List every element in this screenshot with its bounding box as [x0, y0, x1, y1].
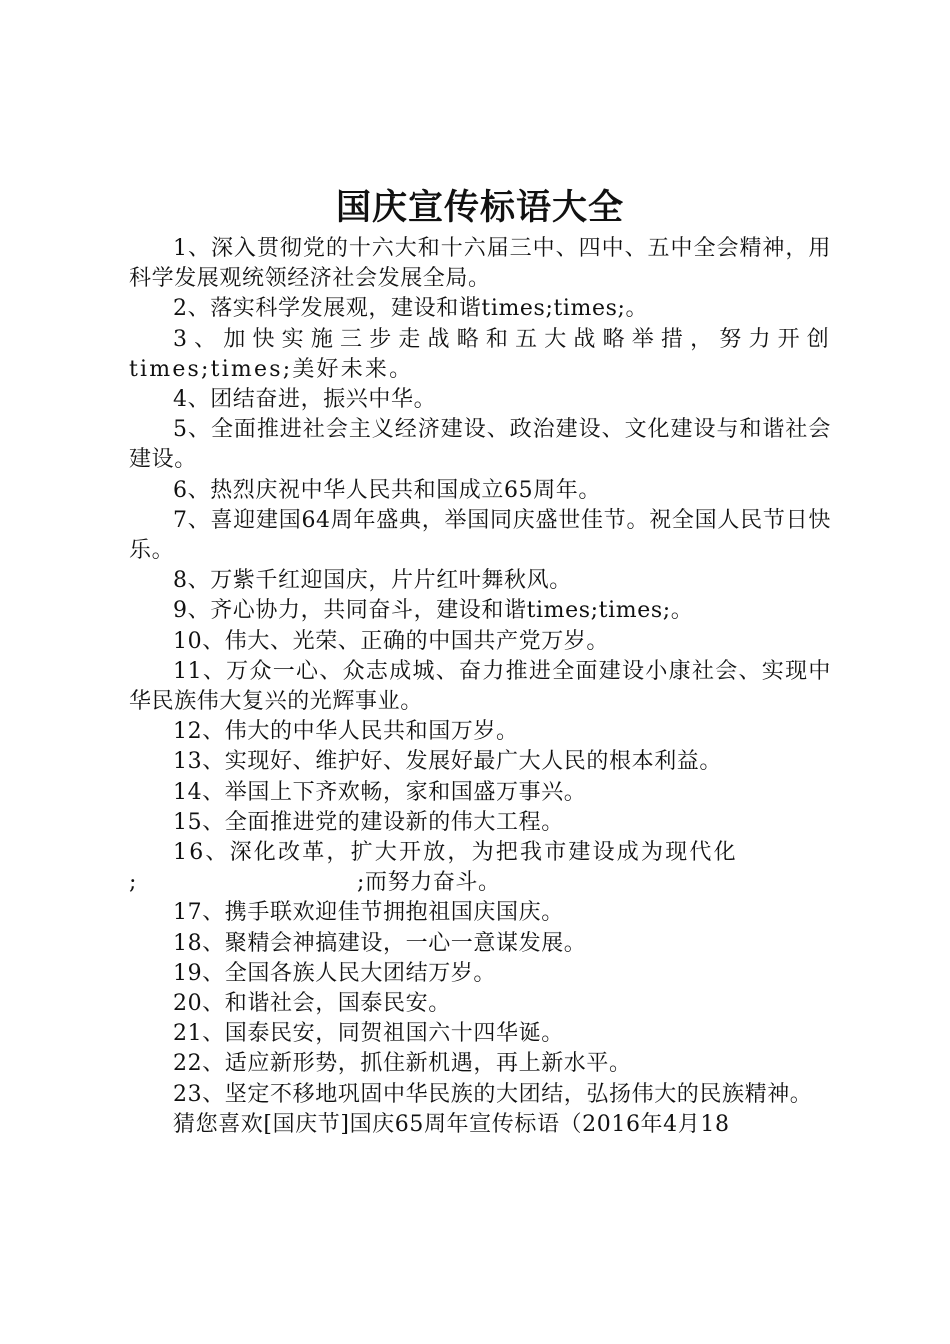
slogan-item: 9、齐心协力，共同奋斗，建设和谐times;times;。	[173, 598, 694, 624]
slogan-item: 21、国泰民安，同贺祖国六十四华诞。	[173, 1021, 564, 1047]
slogan-item-16-semicolon: ;	[129, 870, 138, 896]
slogan-item: 15、全面推进党的建设新的伟大工程。	[173, 809, 564, 835]
related-article-line: 猜您喜欢[国庆节]国庆65周年宣传标语（2016年4月18	[173, 1111, 730, 1137]
slogan-item: 20、和谐社会，国泰民安。	[173, 991, 451, 1017]
slogan-item: 12、伟大的中华人民共和国万岁。	[173, 719, 519, 745]
slogan-item: 4、团结奋进，振兴中华。	[173, 387, 437, 413]
slogan-item: 3、加快实施三步走战略和五大战略举措，努力开创times;times;美好未来。	[129, 326, 831, 382]
slogan-item: 13、实现好、维护好、发展好最广大人民的根本利益。	[173, 749, 722, 775]
slogan-item-16-tail: ;而努力奋斗。	[357, 870, 501, 896]
slogan-item: 10、伟大、光荣、正确的中国共产党万岁。	[173, 628, 609, 654]
slogan-item: 11、万众一心、众志成城、奋力推进全面建设小康社会、实现中华民族伟大复兴的光辉事业。	[129, 658, 831, 715]
slogan-item: 22、适应新形势，抓住新机遇，再上新水平。	[173, 1051, 632, 1077]
document-page	[129, 182, 831, 1140]
slogan-item-16-continued	[129, 868, 831, 898]
slogan-item-16	[129, 838, 831, 868]
slogan-item: 1、深入贯彻党的十六大和十六届三中、四中、五中全会精神，用科学发展观统领经济社会发展全局。	[129, 236, 831, 292]
slogan-item: 8、万紫千红迎国庆，片片红叶舞秋风。	[173, 568, 572, 594]
slogan-item: 23、坚定不移地巩固中华民族的大团结，弘扬伟大的民族精神。	[173, 1081, 813, 1107]
slogan-item: 18、聚精会神搞建设，一心一意谋发展。	[173, 930, 587, 956]
slogan-item-16-line1: 16、深化改革，扩大开放，为把我市建设成为现代化	[173, 840, 738, 866]
slogan-item: 17、携手联欢迎佳节拥抱祖国庆国庆。	[173, 900, 564, 926]
page-title: 国庆宣传标语大全	[335, 187, 624, 228]
slogan-item: 5、全面推进社会主义经济建设、政治建设、文化建设与和谐社会建设。	[129, 417, 831, 473]
slogan-item: 19、全国各族人民大团结万岁。	[173, 960, 496, 986]
slogan-item: 14、举国上下齐欢畅，家和国盛万事兴。	[173, 779, 587, 805]
slogan-item: 7、喜迎建国64周年盛典，举国同庆盛世佳节。祝全国人民节日快乐。	[129, 507, 831, 564]
slogan-item: 2、落实科学发展观，建设和谐times;times;。	[173, 296, 649, 322]
slogan-item: 6、热烈庆祝中华人民共和国成立65周年。	[173, 477, 601, 503]
